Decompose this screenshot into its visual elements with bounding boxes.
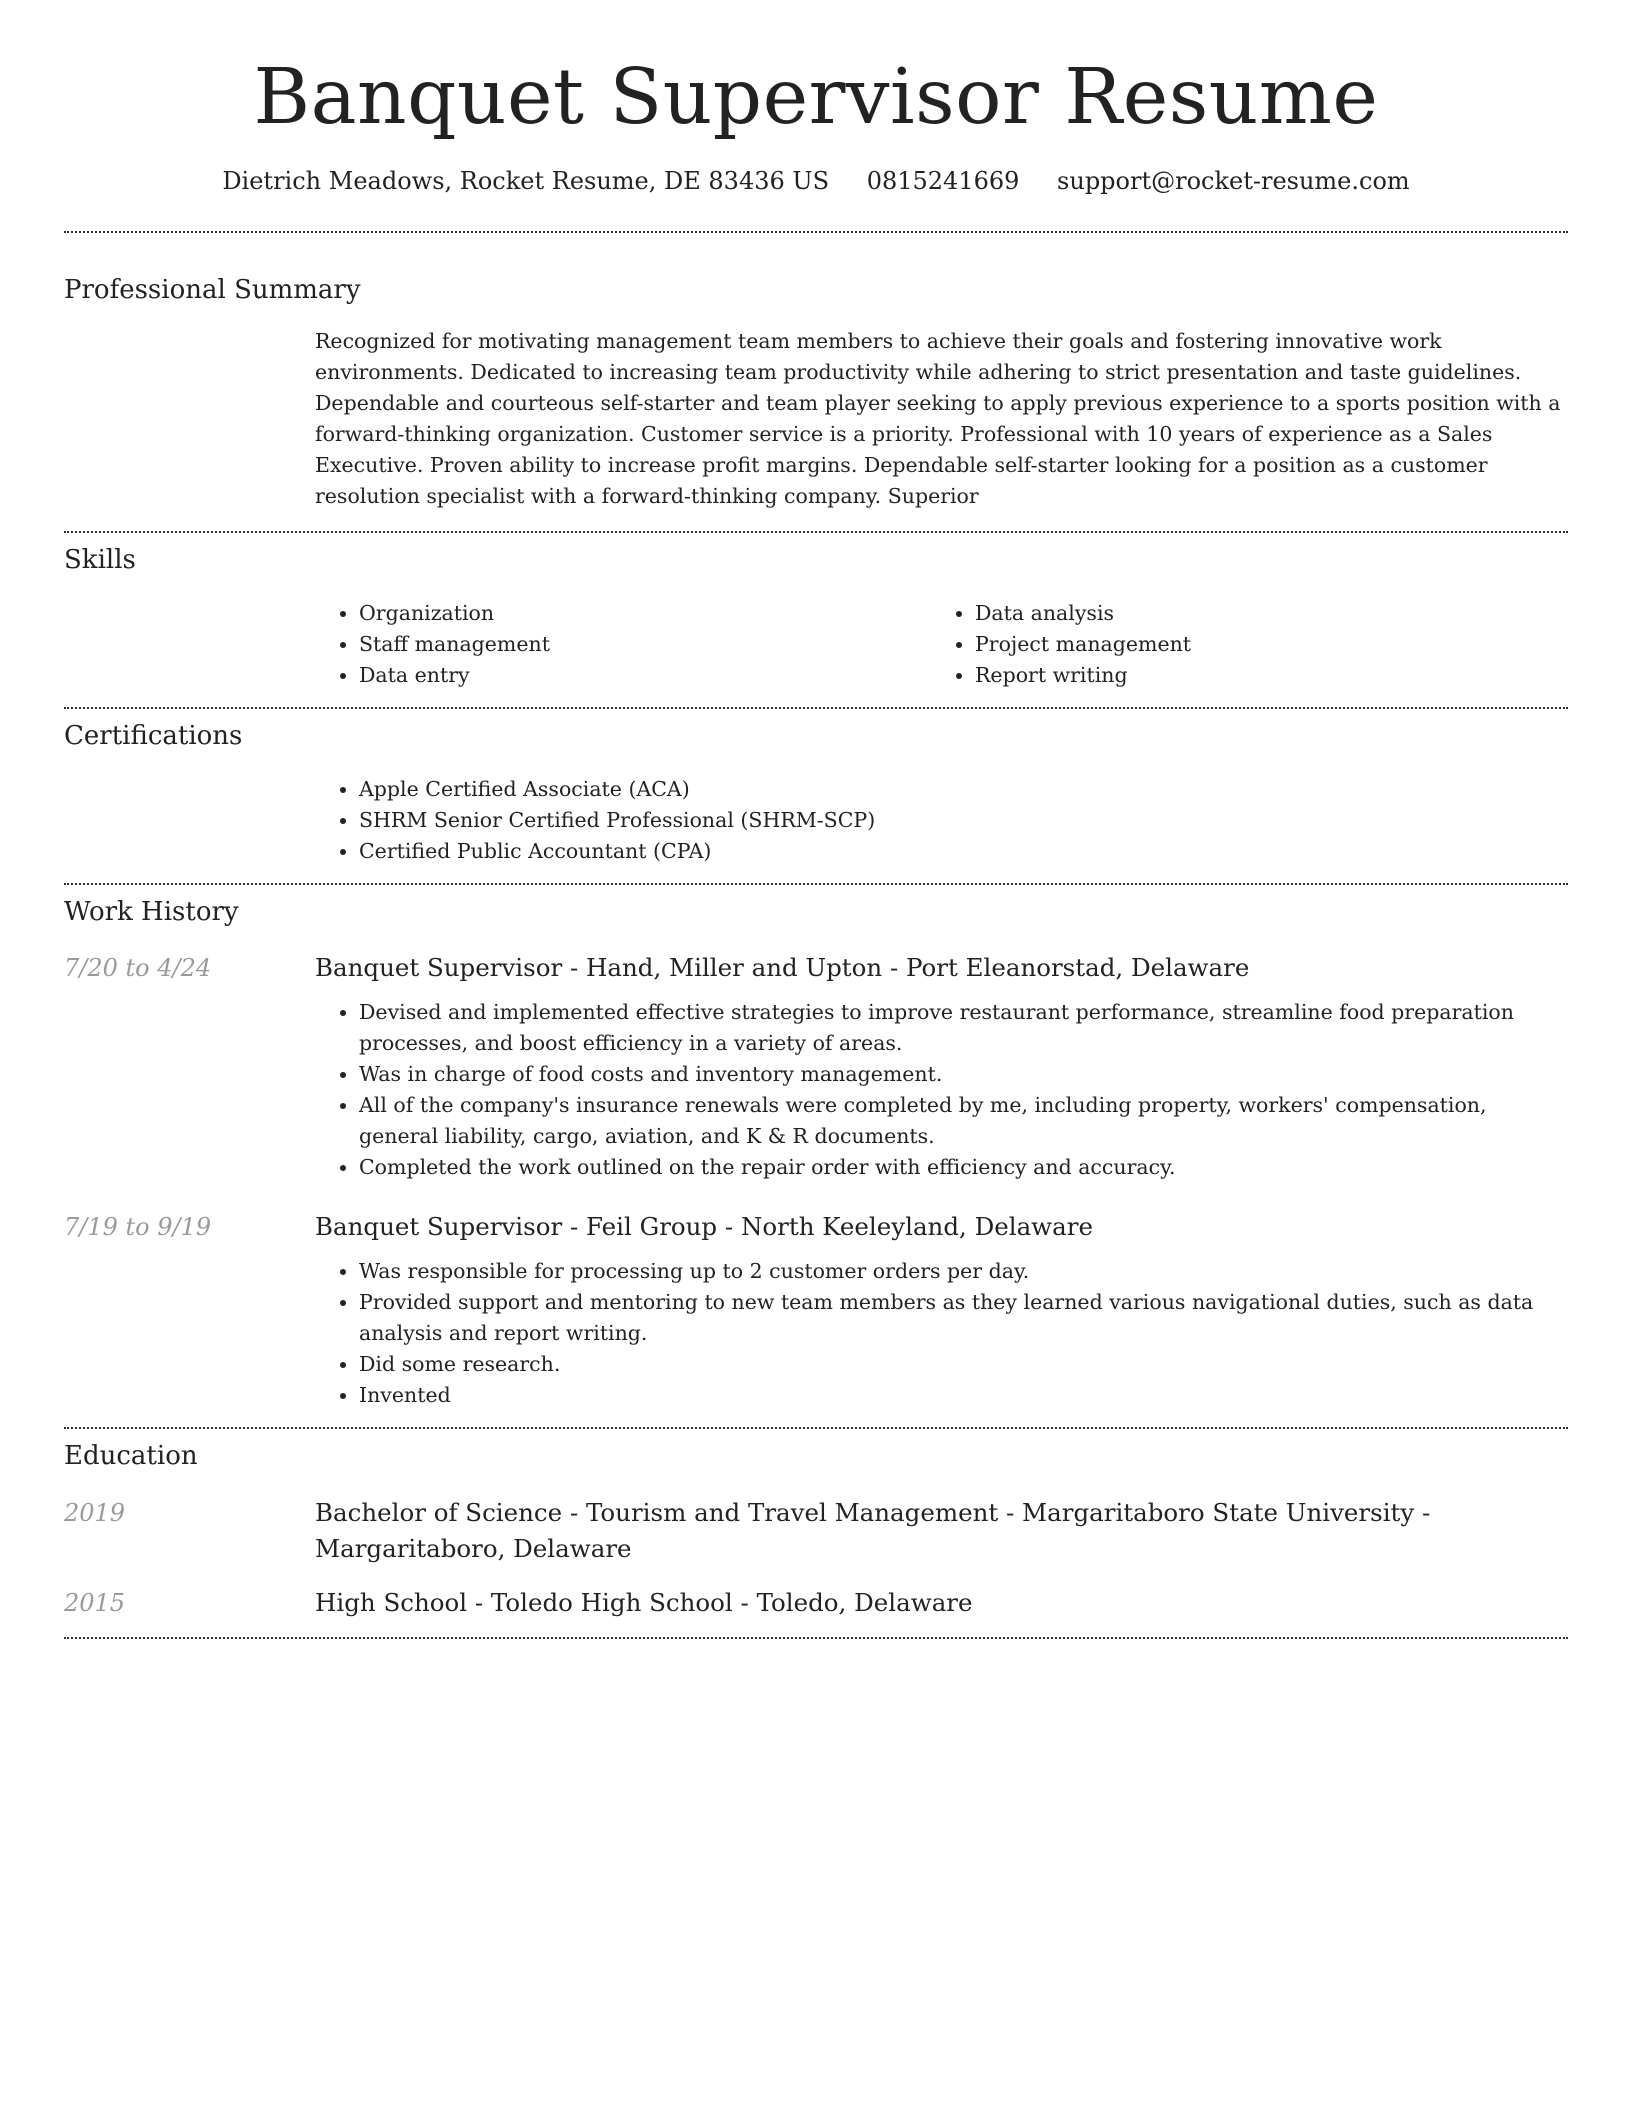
list-item: • Certified Public Accountant (CPA) <box>359 836 1568 867</box>
section-divider <box>64 531 1568 533</box>
education-title <box>315 1495 1568 1567</box>
list-item: • Organization <box>359 598 931 629</box>
list-item: • Project management <box>975 629 1547 660</box>
contact-phone: 0815241669 <box>866 167 1020 196</box>
contact-line <box>64 166 1568 197</box>
certifications-list <box>315 774 1568 867</box>
list-item: • Data entry <box>359 660 931 691</box>
list-item: • Was responsible for processing up to 2 customer orders per day. <box>359 1256 1568 1287</box>
work-history-heading: Work History <box>64 897 239 928</box>
contact-address: Dietrich Meadows, Rocket Resume, DE 83436 US <box>222 167 830 196</box>
list-item: • Provided support and mentoring to new team members as they learned various navigational duties, such as data analysis and report writing. <box>359 1287 1568 1349</box>
job-title: Banquet Supervisor - Hand, Miller and Upton - Port Eleanorstad, Delaware <box>315 953 1250 983</box>
section-divider <box>64 883 1568 885</box>
summary-section <box>64 275 1568 512</box>
education-body <box>315 1585 1568 1621</box>
list-item: • Devised and implemented effective strategies to improve restaurant performance, streamline food preparation processes, and boost efficiency in a variety of areas. <box>359 997 1568 1059</box>
education-degree: Bachelor of Science - Tourism and Travel Management <box>315 1497 999 1527</box>
list-item: • Completed the work outlined on the repair order with efficiency and accuracy. <box>359 1152 1568 1183</box>
job-body <box>315 1209 1568 1411</box>
section-divider <box>64 1427 1568 1429</box>
list-item: • Was in charge of food costs and inventory management. <box>359 1059 1568 1090</box>
summary-heading: Professional Summary <box>64 274 361 305</box>
skills-column-left <box>315 598 931 691</box>
summary-text: Recognized for motivating management team members to achieve their goals and fostering innovative work environments. Dedicated to increasing team productivity while adhering to strict presentation and taste guidelines. Dependable and courteous self-starter and team player seeking to apply previous experience to a sports position with a forward-thinking organization. Customer service is a priority. Professional with 10 years of experience as a Sales Executive. Proven ability to increase profit margins. Dependable self-starter looking for a position as a customer resolution specialist with a forward-thinking company. Superior <box>315 328 1561 508</box>
education-title <box>315 1585 1568 1621</box>
job-dates: 7/19 to 9/19 <box>64 1213 212 1242</box>
list-item: • SHRM Senior Certified Professional (SHRM-SCP) <box>359 805 1568 836</box>
list-item: • Invented <box>359 1380 1568 1411</box>
education-institution: - Margaritaboro State University - Margaritaboro, Delaware <box>315 1497 1431 1563</box>
resume-title: Banquet Supervisor Resume <box>253 53 1379 142</box>
resume-content <box>64 0 1568 1639</box>
list-item: • Data analysis <box>975 598 1547 629</box>
skills-section <box>64 545 1568 691</box>
skills-list-right <box>931 598 1547 691</box>
work-history-section <box>64 897 1568 1411</box>
list-item: • Apple Certified Associate (ACA) <box>359 774 1568 805</box>
section-divider <box>64 1637 1568 1639</box>
job-body <box>315 950 1568 1183</box>
certifications-body <box>315 774 1568 867</box>
education-body <box>315 1495 1568 1567</box>
education-institution: - Toledo High School - Toledo, Delaware <box>467 1587 973 1617</box>
education-degree: High School <box>315 1587 468 1617</box>
education-year: 2015 <box>64 1588 126 1617</box>
job-title: Banquet Supervisor - Feil Group - North Keeleyland, Delaware <box>315 1212 1093 1242</box>
job-dates: 7/20 to 4/24 <box>64 954 212 983</box>
skills-grid <box>315 598 1568 691</box>
section-divider <box>64 707 1568 709</box>
job-bullets <box>315 1256 1568 1411</box>
job-entry <box>64 1209 1568 1411</box>
job-entry <box>64 950 1568 1183</box>
list-item: • Report writing <box>975 660 1547 691</box>
section-divider <box>64 231 1568 233</box>
certifications-heading: Certifications <box>64 720 243 751</box>
contact-email: support@rocket-resume.com <box>1057 167 1410 196</box>
certifications-section <box>64 721 1568 867</box>
list-item: • Staff management <box>359 629 931 660</box>
list-item: • All of the company's insurance renewals were completed by me, including property, workers' compensation, general liability, cargo, aviation, and K & R documents. <box>359 1090 1568 1152</box>
skills-column-right <box>931 598 1547 691</box>
education-heading: Education <box>64 1441 198 1472</box>
job-bullets <box>315 997 1568 1183</box>
education-entry <box>64 1495 1568 1567</box>
education-entry <box>64 1585 1568 1621</box>
education-section <box>64 1441 1568 1620</box>
skills-heading: Skills <box>64 544 136 575</box>
skills-list-left <box>315 598 931 691</box>
list-item: • Did some research. <box>359 1349 1568 1380</box>
education-year: 2019 <box>64 1498 126 1527</box>
